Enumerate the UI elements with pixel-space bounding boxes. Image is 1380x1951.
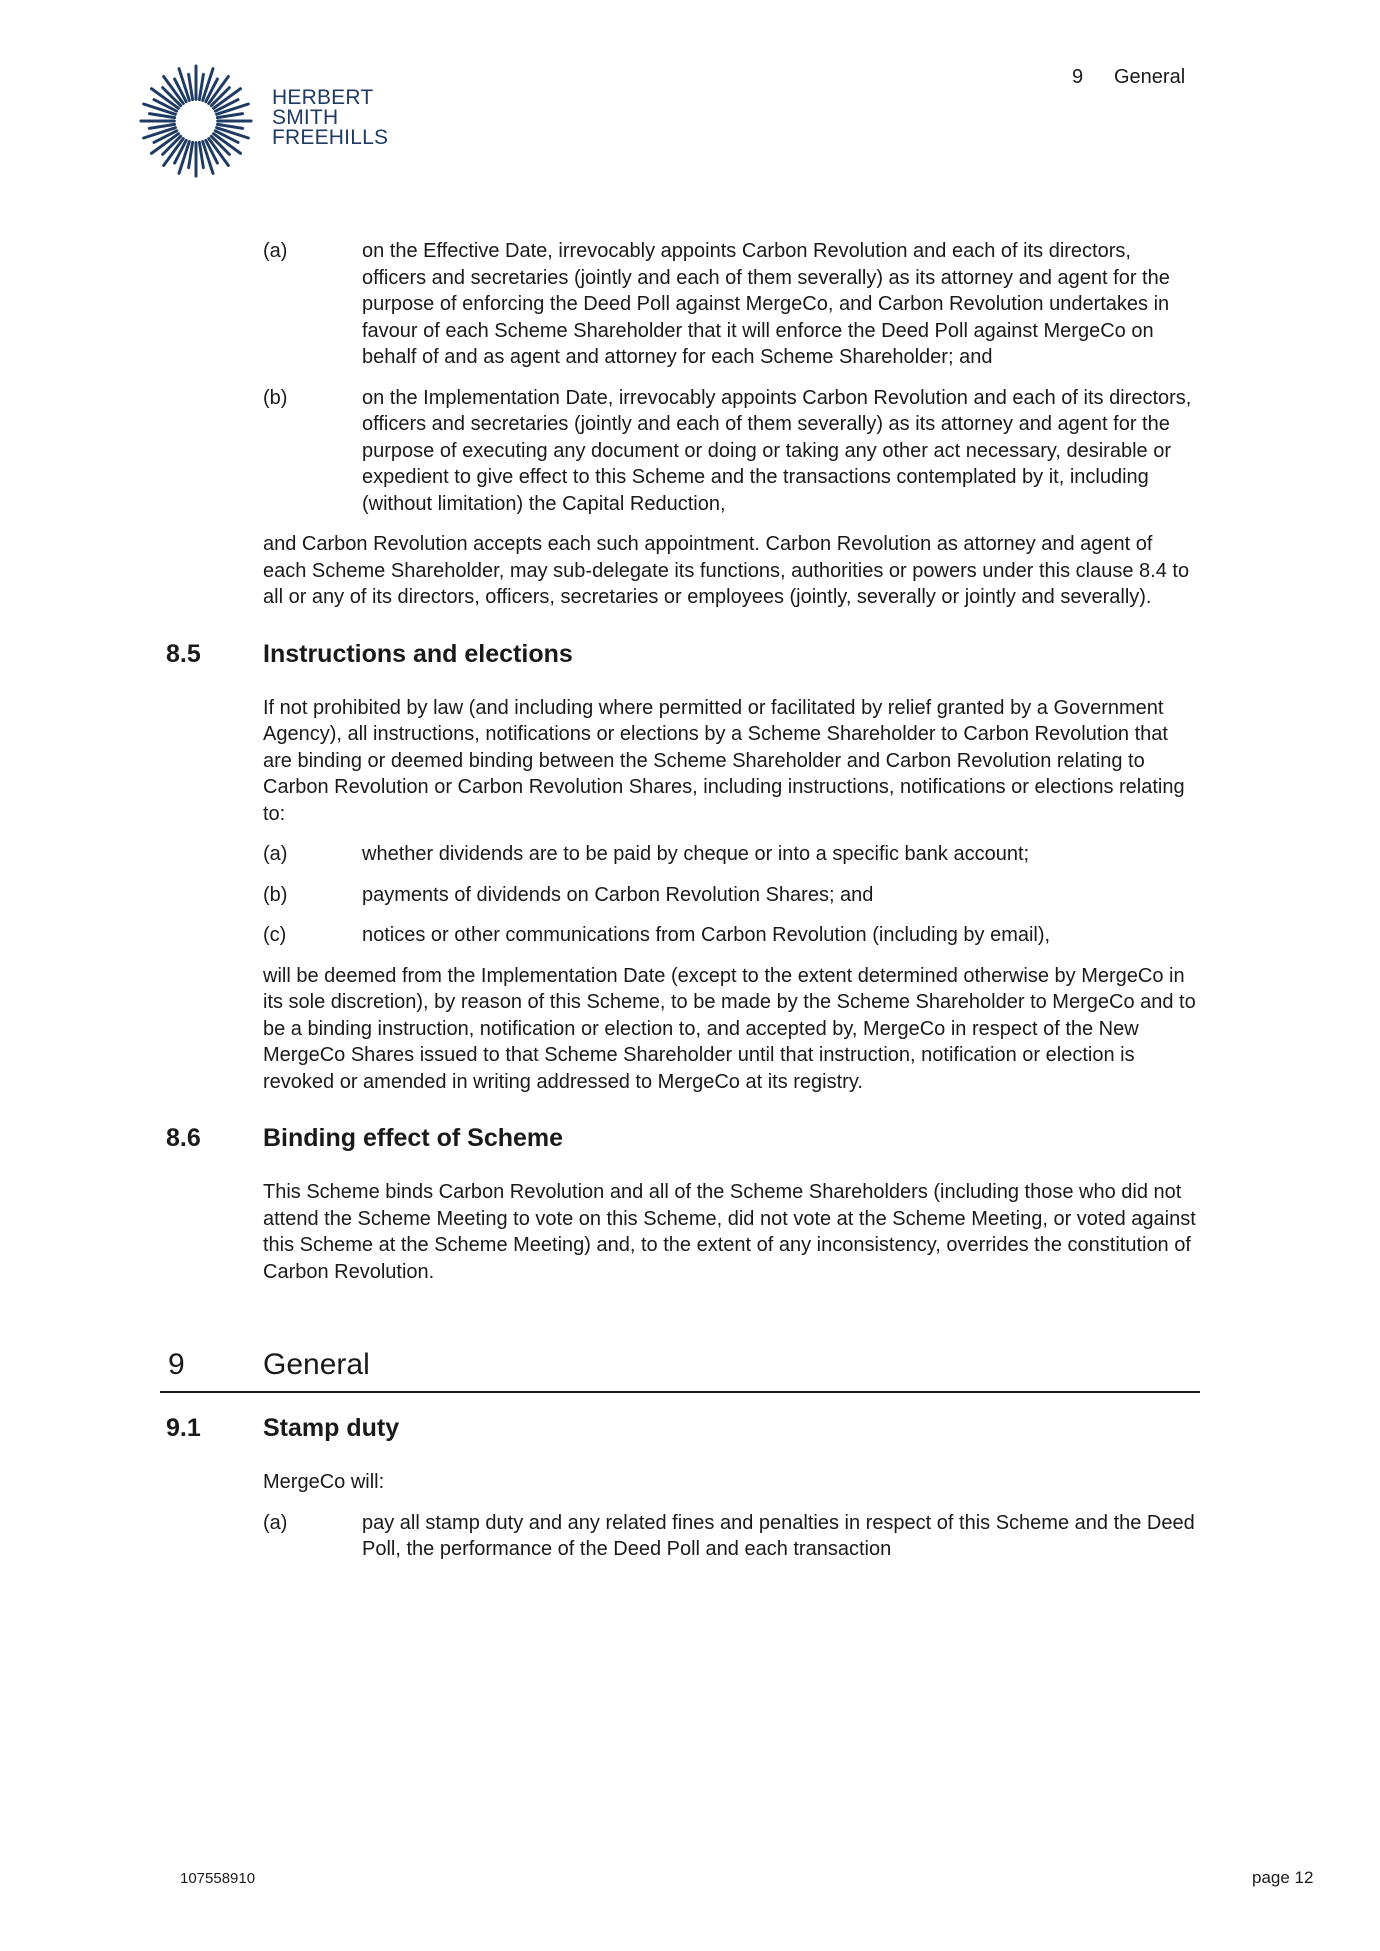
section-title: Binding effect of Scheme: [263, 1124, 564, 1152]
section-heading-8-5: [160, 639, 1200, 669]
paragraph: MergeCo will:: [263, 1471, 385, 1493]
logo-line-2: SMITH: [272, 106, 339, 129]
section-heading-9-1: [160, 1413, 1200, 1443]
list-marker: (a): [263, 843, 288, 865]
list-marker: (c): [263, 924, 287, 946]
logo-line-1: HERBERT: [272, 86, 374, 109]
section-title: Instructions and elections: [263, 639, 573, 668]
list-item: [160, 385, 1200, 518]
list-item: [160, 1510, 1200, 1563]
section-number: 8.5: [166, 639, 201, 668]
page-number: page 12: [1252, 1868, 1314, 1887]
document-body: [160, 238, 1200, 1577]
list-item: [160, 882, 1200, 909]
list-item: [160, 238, 1200, 371]
firm-logo-icon: [137, 62, 255, 180]
list-item: [160, 841, 1200, 868]
section-number: 9.1: [166, 1414, 201, 1442]
running-header-title: General: [1114, 66, 1186, 88]
section-number: 8.6: [166, 1124, 201, 1152]
list-marker: (b): [263, 386, 288, 409]
firm-logo-text: [272, 88, 388, 148]
list-item-text: on the Effective Date, irrevocably appoints Carbon Revolution and each of its directors, officers and secretaries (jointly and each of them severally) as its attorney and agent for the purpose of enforcing the Deed Poll against MergeCo, and Carbon Revolution undertakes in favour of each Scheme Shareholder that it will enforce the Deed Poll against MergeCo on behalf of and as agent and attorney for each Scheme Shareholder; and: [362, 240, 1170, 368]
list-item-text: pay all stamp duty and any related fines and penalties in respect of this Scheme and the Deed Poll, the performance of the Deed Poll and each transaction: [362, 1511, 1195, 1560]
paragraph: will be deemed from the Implementation Date (except to the extent determined otherwise by MergeCo in its sole discretion), by reason of this Scheme, to be made by the Scheme Shareholder to MergeCo and to be a binding instruction, notification or election to, and accepted by, MergeCo in respect of the New MergeCo Shares issued to that Scheme Shareholder until that instruction, notification or election is revoked or amended in writing addressed to MergeCo at its registry.: [263, 964, 1196, 1093]
paragraph: and Carbon Revolution accepts each such appointment. Carbon Revolution as attorney and agent of each Scheme Shareholder, may sub-delegate its functions, authorities or powers under this clause 8.4 to all or any of its directors, officers, secretaries or employees (jointly, severally or jointly and severally).: [263, 533, 1190, 608]
chapter-heading-9: [160, 1347, 1200, 1393]
list-item-text: whether dividends are to be paid by cheque or into a specific bank account;: [362, 843, 1030, 865]
list-item-text: payments of dividends on Carbon Revolution Shares; and: [362, 883, 874, 906]
section-heading-8-6: [160, 1123, 1200, 1153]
list-marker: (a): [263, 240, 288, 262]
chapter-number: 9: [168, 1348, 185, 1381]
running-header-number: 9: [1072, 66, 1084, 88]
logo-line-3: FREEHILLS: [272, 126, 389, 149]
list-marker: (b): [263, 883, 288, 906]
list-item-text: on the Implementation Date, irrevocably appoints Carbon Revolution and each of its directors, officers and secretaries (jointly and each of them severally) as its attorney and agent for the purpose of executing any document or doing or taking any other act necessary, desirable or expedient to give effect to this Scheme and the transactions contemplated by it, including (without limitation) the Capital Reduction,: [362, 386, 1192, 515]
list-item: [160, 922, 1200, 949]
paragraph: If not prohibited by law (and including where permitted or facilitated by relief granted by a Government Agency), all instructions, notifications or elections by a Scheme Shareholder to Carbon Revolution that are binding or deemed binding between the Scheme Shareholder and Carbon Revolution relating to Carbon Revolution or Carbon Revolution Shares, including instructions, notifications or elections relating to:: [263, 696, 1185, 825]
list-item-text: notices or other communications from Carbon Revolution (including by email),: [362, 924, 1051, 946]
paragraph: This Scheme binds Carbon Revolution and all of the Scheme Shareholders (including those who did not attend the Scheme Meeting to vote on this Scheme, did not vote at the Scheme Meeting, or voted against this Scheme at the Scheme Meeting) and, to the extent of any inconsistency, overrides the constitution of Carbon Revolution.: [263, 1181, 1196, 1283]
chapter-title: General: [263, 1348, 370, 1381]
document-id: 107558910: [180, 1870, 256, 1887]
section-title: Stamp duty: [263, 1414, 400, 1442]
list-marker: (a): [263, 1511, 288, 1534]
